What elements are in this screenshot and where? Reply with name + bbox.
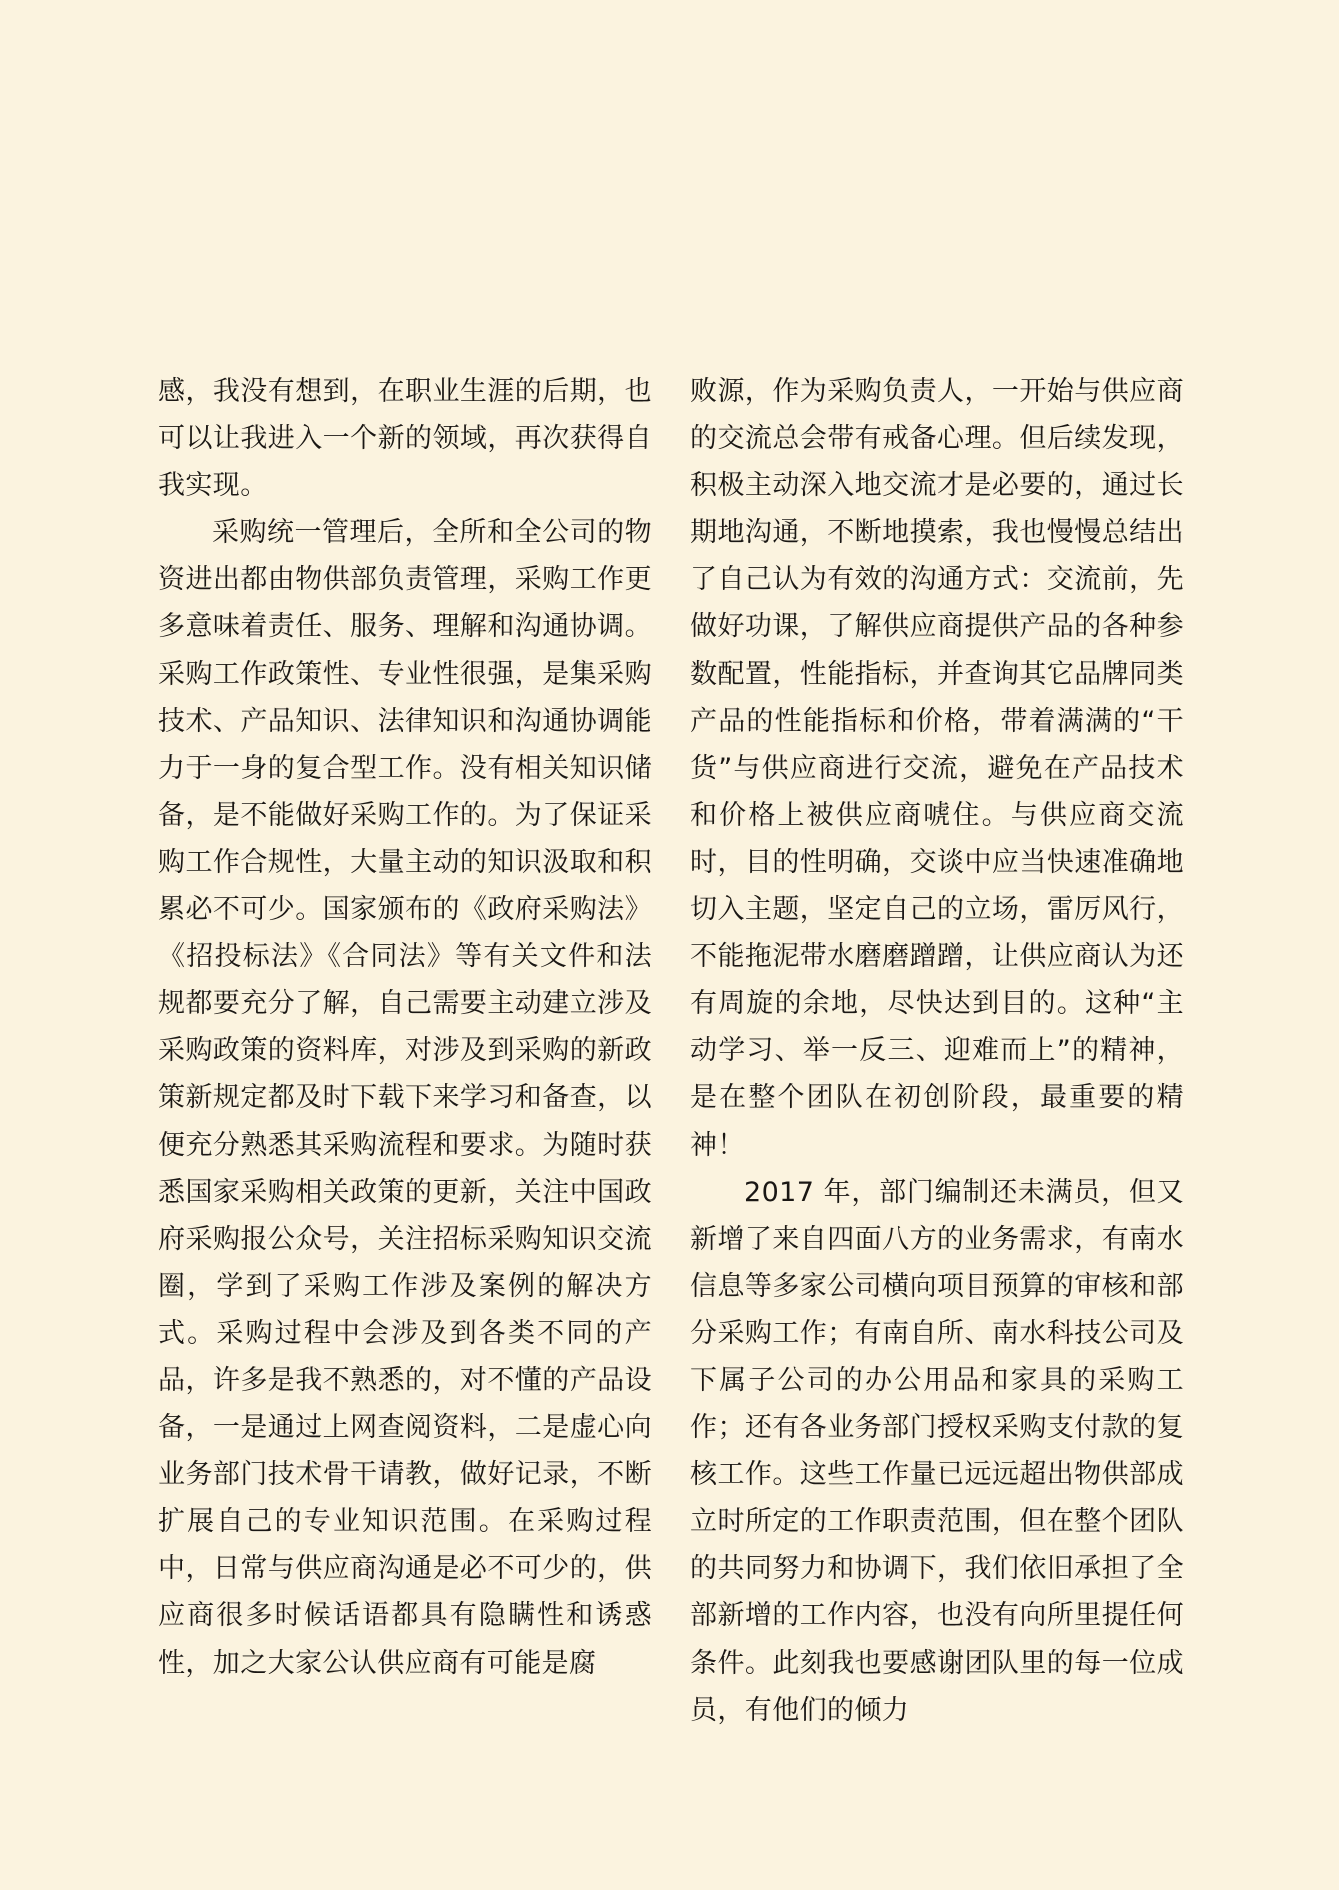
paragraph-supplier-communication: 败源，作为采购负责人，一开始与供应商的交流总会带有戒备心理。但后续发现，积极主动深入地交流才是必要的，通过长期地沟通，不断地摸索，我也慢慢总结出了自己认为有效的沟通方式：交流前，先做好功课，了解供应商提供产品的各种参数配置，性能指标，并查询其它品牌同类产品的性能指标和价格，带着满满的“干货”与供应商进行交流，避免在产品技术和价格上被供应商唬住。与供应商交流时，目的性明确，交谈中应当快速准确地切入主题，坚定自己的立场，雷厉风行，不能拖泥带水磨磨蹭蹭，让供应商认为还有周旋的余地，尽快达到目的。这种“主动学习、举一反三、迎难而上”的精神，是在整个团队在初创阶段，最重要的精神！ xyxy=(690,376,1184,1161)
right-text-column xyxy=(690,368,1184,1734)
paragraph-continued: 感，我没有想到，在职业生涯的后期，也可以让我进入一个新的领域，再次获得自我实现。 xyxy=(158,376,652,502)
paragraph-procurement-management: 采购统一管理后，全所和全公司的物资进出都由物供部负责管理，采购工作更多意味着责任、服务、理解和沟通协调。采购工作政策性、专业性很强，是集采购技术、产品知识、法律知识和沟通协调能力于一身的复合型工作。没有相关知识储备，是不能做好采购工作的。为了保证采购工作合规性，大量主动的知识汲取和积累必不可少。国家颁布的《政府采购法》《招投标法》《合同法》等有关文件和法规都要充分了解，自己需要主动建立涉及采购政策的资料库，对涉及到采购的新政策新规定都及时下载下来学习和备查，以便充分熟悉其采购流程和要求。为随时获悉国家采购相关政策的更新，关注中国政府采购报公众号，关注招标采购知识交流圈，学到了采购工作涉及案例的解决方式。采购过程中会涉及到各类不同的产品，许多是我不熟悉的，对不懂的产品设备，一是通过上网查阅资料，二是虚心向业务部门技术骨干请教，做好记录，不断扩展自己的专业知识范围。在采购过程中，日常与供应商沟通是必不可少的，供应商很多时候话语都具有隐瞒性和诱惑性，加之大家公认供应商有可能是腐 xyxy=(158,517,652,1679)
paragraph-2017-workload: 2017 年，部门编制还未满员，但又新增了来自四面八方的业务需求，有南水信息等多家公司横向项目预算的审核和部分采购工作；有南自所、南水科技公司及下属子公司的办公用品和家具的采购工作；还有各业务部门授权采购支付款的复核工作。这些工作量已远远超出物供部成立时所定的工作职责范围，但在整个团队的共同努力和协调下，我们依旧承担了全部新增的工作内容，也没有向所里提任何条件。此刻我也要感谢团队里的每一位成员，有他们的倾力 xyxy=(690,1176,1184,1726)
left-text-column xyxy=(158,368,652,1687)
